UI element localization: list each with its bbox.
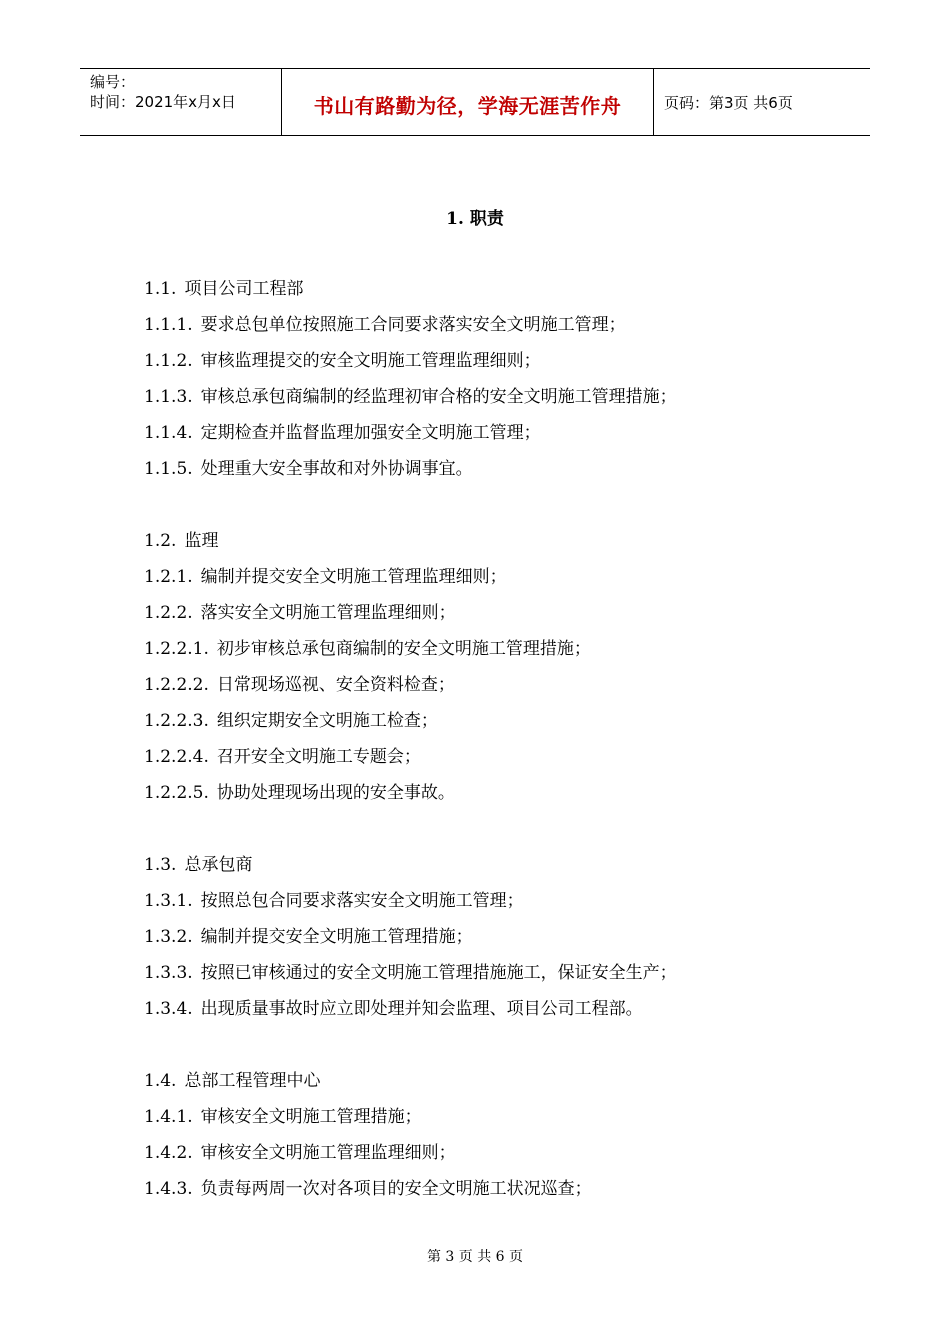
- list-item-text: 定期检查并监督监理加强安全文明施工管理；: [200, 423, 541, 443]
- list-item-text: 审核安全文明施工管理措施；: [200, 1107, 422, 1127]
- list-item-number: 1.3.2.: [144, 927, 193, 947]
- list-item-number: 1.1.1.: [144, 315, 193, 335]
- list-item: [144, 312, 864, 348]
- header-motto-cell: [282, 69, 654, 135]
- list-item-number: 1.4.1.: [144, 1107, 193, 1127]
- list-item: [144, 1176, 864, 1212]
- subsection-heading: [144, 528, 864, 564]
- list-item-text: 审核监理提交的安全文明施工管理监理细则；: [200, 351, 541, 371]
- list-item-number: 1.2.2.4.: [144, 747, 209, 767]
- list-item: [144, 636, 864, 672]
- header-motto: 书山有路勤为径，学海无涯苦作舟: [313, 93, 622, 118]
- list-item-number: 1.2.1.: [144, 567, 193, 587]
- list-item-number: 1.1.2.: [144, 351, 193, 371]
- list-item: [144, 960, 864, 996]
- subsection-heading: [144, 1068, 864, 1104]
- subsection-number: 1.1.: [144, 279, 177, 299]
- page-header: [80, 68, 870, 136]
- subsection-number: 1.4.: [144, 1071, 177, 1091]
- list-item: [144, 600, 864, 636]
- subsection-heading-text: 总部工程管理中心: [184, 1071, 321, 1091]
- list-item: [144, 924, 864, 960]
- subsection-number: 1.3.: [144, 855, 177, 875]
- list-item-number: 1.2.2.5.: [144, 783, 209, 803]
- list-item-text: 按照已审核通过的安全文明施工管理措施施工，保证安全生产；: [200, 963, 677, 983]
- document-number-label: 编号：: [90, 73, 136, 91]
- subsection-number: 1.2.: [144, 531, 177, 551]
- list-item-number: 1.4.3.: [144, 1179, 193, 1199]
- list-item-text: 落实安全文明施工管理监理细则；: [200, 603, 456, 623]
- list-item: [144, 420, 864, 456]
- list-item: [144, 708, 864, 744]
- list-item-text: 协助处理现场出现的安全事故。: [216, 783, 455, 803]
- list-item-text: 负责每两周一次对各项目的安全文明施工状况巡查；: [200, 1179, 592, 1199]
- list-item-text: 日常现场巡视、安全资料检查；: [216, 675, 455, 695]
- section-spacer: [144, 1032, 864, 1068]
- list-item-text: 召开安全文明施工专题会；: [216, 747, 421, 767]
- list-item: [144, 672, 864, 708]
- list-item-number: 1.1.3.: [144, 387, 193, 407]
- list-item-text: 按照总包合同要求落实安全文明施工管理；: [200, 891, 524, 911]
- subsection-heading-text: 监理: [184, 531, 219, 551]
- subsection-heading-text: 总承包商: [184, 855, 253, 875]
- list-item-text: 编制并提交安全文明施工管理监理细则；: [200, 567, 507, 587]
- subsection-heading: [144, 852, 864, 888]
- list-item: [144, 564, 864, 600]
- list-item-number: 1.3.1.: [144, 891, 193, 911]
- list-item-number: 1.3.3.: [144, 963, 193, 983]
- list-item: [144, 1140, 864, 1176]
- list-item-number: 1.1.4.: [144, 423, 193, 443]
- list-item: [144, 1104, 864, 1140]
- list-item-number: 1.2.2.1.: [144, 639, 209, 659]
- list-item: [144, 456, 864, 492]
- document-time-label: 时间：2021年x月x日: [90, 93, 236, 111]
- section-spacer: [144, 816, 864, 852]
- header-meta-cell: [80, 69, 282, 135]
- list-item-text: 审核总承包商编制的经监理初审合格的安全文明施工管理措施；: [200, 387, 677, 407]
- list-item: [144, 348, 864, 384]
- list-item-text: 组织定期安全文明施工检查；: [216, 711, 438, 731]
- list-item: [144, 996, 864, 1032]
- list-item-text: 处理重大安全事故和对外协调事宜。: [200, 459, 473, 479]
- list-item-text: 审核安全文明施工管理监理细则；: [200, 1143, 456, 1163]
- list-item-number: 1.3.4.: [144, 999, 193, 1019]
- subsection-heading: [144, 276, 864, 312]
- list-item-number: 1.2.2.3.: [144, 711, 209, 731]
- document-body: [144, 276, 864, 1212]
- section-title: 1. 职责: [446, 209, 504, 229]
- list-item: [144, 780, 864, 816]
- list-item-text: 要求总包单位按照施工合同要求落实安全文明施工管理；: [200, 315, 626, 335]
- header-page-cell: [654, 69, 870, 135]
- list-item: [144, 744, 864, 780]
- list-item: [144, 384, 864, 420]
- list-item-text: 初步审核总承包商编制的安全文明施工管理措施；: [216, 639, 591, 659]
- list-item-number: 1.1.5.: [144, 459, 193, 479]
- page-footer: 第 3 页 共 6 页: [426, 1249, 524, 1265]
- subsection-heading-text: 项目公司工程部: [184, 279, 304, 299]
- list-item-number: 1.2.2.: [144, 603, 193, 623]
- section-spacer: [144, 492, 864, 528]
- header-page-info: 页码：第3页 共6页: [664, 93, 793, 112]
- list-item-number: 1.2.2.2.: [144, 675, 209, 695]
- list-item: [144, 888, 864, 924]
- list-item-text: 编制并提交安全文明施工管理措施；: [200, 927, 473, 947]
- list-item-text: 出现质量事故时应立即处理并知会监理、项目公司工程部。: [200, 999, 643, 1019]
- list-item-number: 1.4.2.: [144, 1143, 193, 1163]
